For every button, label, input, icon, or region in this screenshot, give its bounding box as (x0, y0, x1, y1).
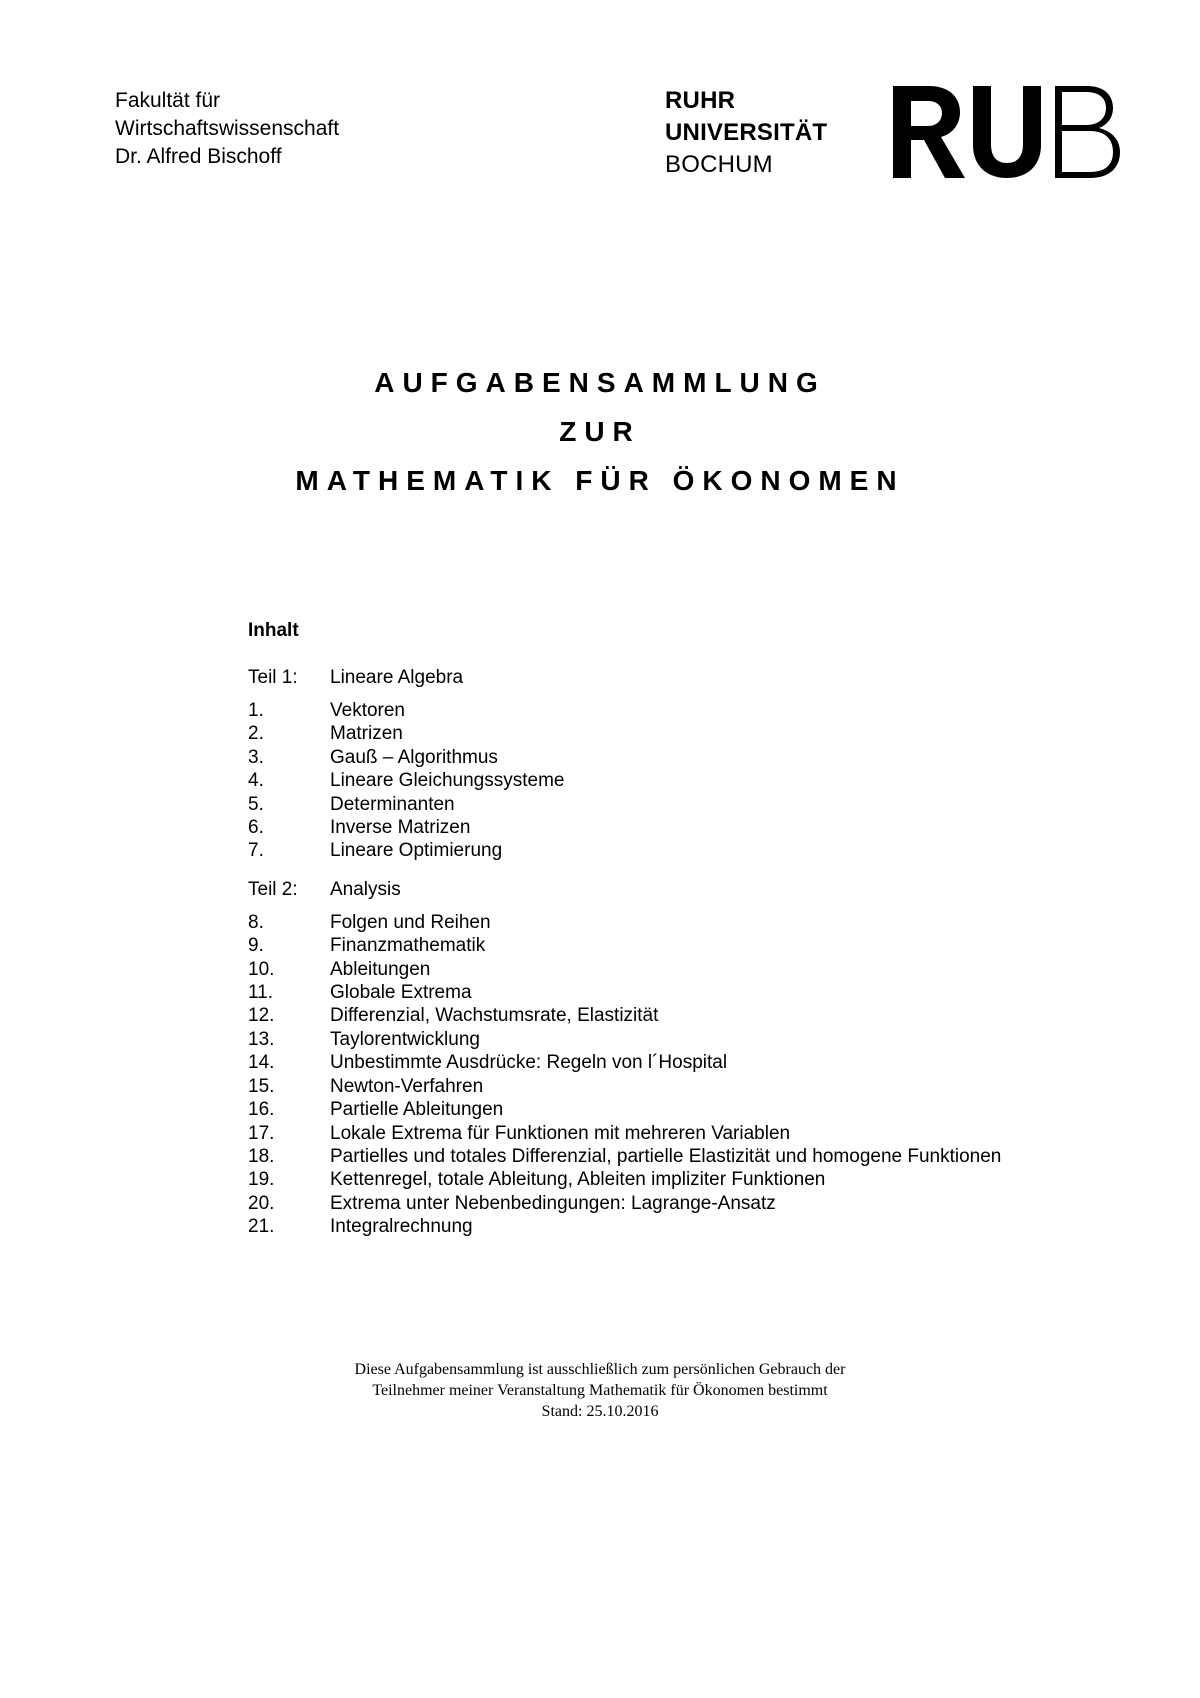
toc-part-title: Lineare Algebra (330, 667, 464, 688)
university-name-line: UNIVERSITÄT (665, 119, 828, 146)
faculty-line: Wirtschaftswissenschaft (115, 117, 340, 140)
toc-heading: Inhalt (248, 620, 299, 641)
toc-item (248, 1098, 1001, 1121)
toc-item-number: 4. (248, 770, 264, 792)
table-of-contents (248, 617, 1001, 1239)
toc-item-label: Globale Extrema (330, 982, 472, 1004)
toc-item-label: Lineare Gleichungssysteme (330, 770, 565, 792)
toc-item (248, 769, 1001, 792)
revision-date: Stand: 25.10.2016 (541, 1403, 659, 1420)
toc-item-number: 10. (248, 958, 275, 980)
toc-item-number: 3. (248, 746, 264, 768)
toc-item-label: Integralrechnung (330, 1216, 473, 1238)
toc-item-label: Taylorentwicklung (330, 1028, 480, 1050)
toc-item (248, 911, 1001, 934)
toc-item-label: Newton-Verfahren (330, 1075, 484, 1097)
toc-item-number: 11. (248, 982, 274, 1004)
usage-notice (0, 1359, 1200, 1422)
toc-item-label: Differenzial, Wachstumsrate, Elastizität (330, 1005, 659, 1027)
toc-item-label: Partielles und totales Differenzial, partielle Elastizität und homogene Funktionen (330, 1145, 1002, 1167)
rub-logo-b (1055, 86, 1120, 178)
toc-item (248, 1122, 1001, 1145)
toc-item (248, 746, 1001, 769)
toc-item-number: 20. (248, 1192, 275, 1214)
toc-part-heading (248, 665, 1001, 691)
toc-item-label: Finanzmathematik (330, 935, 486, 957)
usage-notice-line: Teilnehmer meiner Veranstaltung Mathematik für Ökonomen bestimmt (372, 1382, 828, 1399)
toc-item (248, 1075, 1001, 1098)
toc-item (248, 816, 1001, 839)
toc-item-label: Lokale Extrema für Funktionen mit mehreren Variablen (330, 1122, 791, 1144)
toc-item (248, 958, 1001, 981)
usage-notice-line: Diese Aufgabensammlung ist ausschließlich zum persönlichen Gebrauch der (354, 1361, 846, 1378)
toc-item-number: 8. (248, 911, 264, 933)
spacer (248, 863, 1001, 877)
toc-item (248, 1145, 1001, 1168)
rub-logo (893, 86, 1125, 178)
toc-item (248, 1004, 1001, 1027)
toc-item-label: Folgen und Reihen (330, 911, 491, 933)
toc-item-number: 21. (248, 1216, 275, 1238)
toc-item-number: 5. (248, 793, 264, 815)
toc-item-number: 14. (248, 1052, 275, 1074)
toc-item-number: 17. (248, 1122, 275, 1144)
toc-item (248, 1192, 1001, 1215)
toc-item-label: Partielle Ableitungen (330, 1099, 504, 1121)
toc-item-label: Extrema unter Nebenbedingungen: Lagrange-Ansatz (330, 1192, 776, 1214)
rub-logo-r (893, 86, 965, 178)
toc-item-label: Vektoren (330, 700, 405, 721)
toc-item-label: Unbestimmte Ausdrücke: Regeln von l´Hospital (330, 1052, 728, 1074)
toc-item (248, 839, 1001, 862)
toc-item-number: 15. (248, 1075, 275, 1097)
toc-item (248, 1051, 1001, 1074)
toc-part-title: Analysis (330, 878, 401, 900)
university-name (665, 85, 827, 181)
toc-part-heading (248, 877, 1001, 903)
toc-item-label: Lineare Optimierung (330, 840, 503, 862)
toc-item-label: Ableitungen (330, 958, 431, 980)
toc-item-label: Kettenregel, totale Ableitung, Ableiten impliziter Funktionen (330, 1169, 826, 1191)
toc-part-label: Teil 1: (248, 667, 298, 688)
toc-item (248, 699, 1001, 722)
faculty-block (115, 87, 339, 171)
document-title-line: ZUR (559, 416, 641, 447)
toc-item-number: 18. (248, 1145, 275, 1167)
author-name: Dr. Alfred Bischoff (115, 145, 282, 168)
faculty-line: Fakultät für (115, 89, 221, 112)
toc-item-number: 7. (248, 840, 264, 862)
toc-item-number: 1. (248, 700, 264, 721)
toc-item (248, 1168, 1001, 1191)
toc-item-number: 6. (248, 817, 264, 839)
toc-item-number: 16. (248, 1099, 275, 1121)
rub-logo-u (973, 86, 1041, 178)
document-title-line: AUFGABENSAMMLUNG (374, 367, 826, 398)
toc-item-number: 12. (248, 1005, 275, 1027)
toc-item-number: 13. (248, 1028, 275, 1050)
university-name-line: BOCHUM (665, 151, 773, 178)
toc-item-label: Determinanten (330, 793, 455, 815)
toc-part-label: Teil 2: (248, 878, 298, 900)
toc-item-number: 19. (248, 1169, 275, 1191)
toc-item (248, 793, 1001, 816)
toc-item-label: Inverse Matrizen (330, 817, 471, 839)
toc-item-label: Matrizen (330, 723, 403, 745)
university-name-line: RUHR (665, 87, 736, 114)
toc-item (248, 981, 1001, 1004)
toc-item-label: Gauß – Algorithmus (330, 746, 498, 768)
toc-item (248, 722, 1001, 745)
toc-item-number: 2. (248, 723, 264, 745)
toc-item (248, 1028, 1001, 1051)
toc-item (248, 1215, 1001, 1238)
toc-item (248, 934, 1001, 957)
document-title-line: MATHEMATIK FÜR ÖKONOMEN (295, 465, 905, 496)
toc-item-number: 9. (248, 935, 264, 957)
